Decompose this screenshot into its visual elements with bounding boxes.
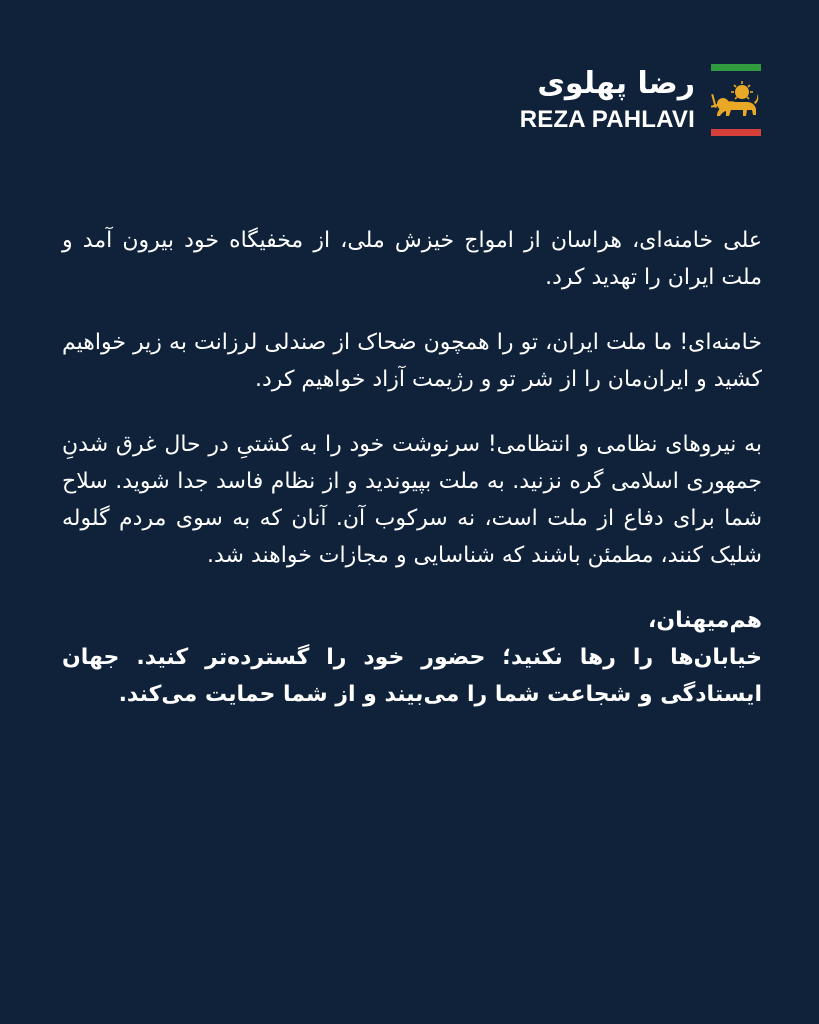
brand-name-persian: رضا پهلوی [537, 66, 695, 101]
paragraph-2: خامنه‌ای! ما ملت ایران، تو را همچون ضحاک از صندلی لرزانت به زیر خواهیم کشید و ایران‌مان را از شر تو و رژیمت آزاد خواهیم کرد. [62, 330, 762, 392]
brand-block [520, 66, 695, 134]
closing-salutation: هم‌میهنان، [647, 608, 762, 633]
flag-red-stripe [711, 129, 761, 136]
lion-and-sun-emblem-icon [711, 78, 761, 122]
paragraph-3: به نیروهای نظامی و انتظامی! سرنوشت خود را به کشتیِ در حال غرق شدنِ جمهوری اسلامی گره نزنید. به ملت بپیوندید و از نظام فاسد جدا شوید. سلاح شما برای دفاع از ملت است، نه سرکوب آن. آنان که به سوی مردم گلوله شلیک کنند، مطمئن باشند که شناسایی و مجازات خواهند شد. [62, 432, 762, 568]
paragraph-1: علی خامنه‌ای، هراسان از امواج خیزش ملی، از مخفیگاه خود بیرون آمد و ملت ایران را تهدید کرد. [62, 228, 762, 290]
brand-name-english: REZA PAHLAVI [519, 106, 695, 133]
flag-green-stripe [711, 64, 761, 71]
closing-message: خیابان‌ها را رها نکنید؛ حضور خود را گسترده‌تر کنید. جهان ایستادگی و شجاعت شما را می‌بیند و از شما حمایت می‌کند. [62, 645, 762, 707]
statement-body [62, 222, 762, 713]
flag-emblem [711, 62, 761, 138]
header [520, 62, 761, 138]
